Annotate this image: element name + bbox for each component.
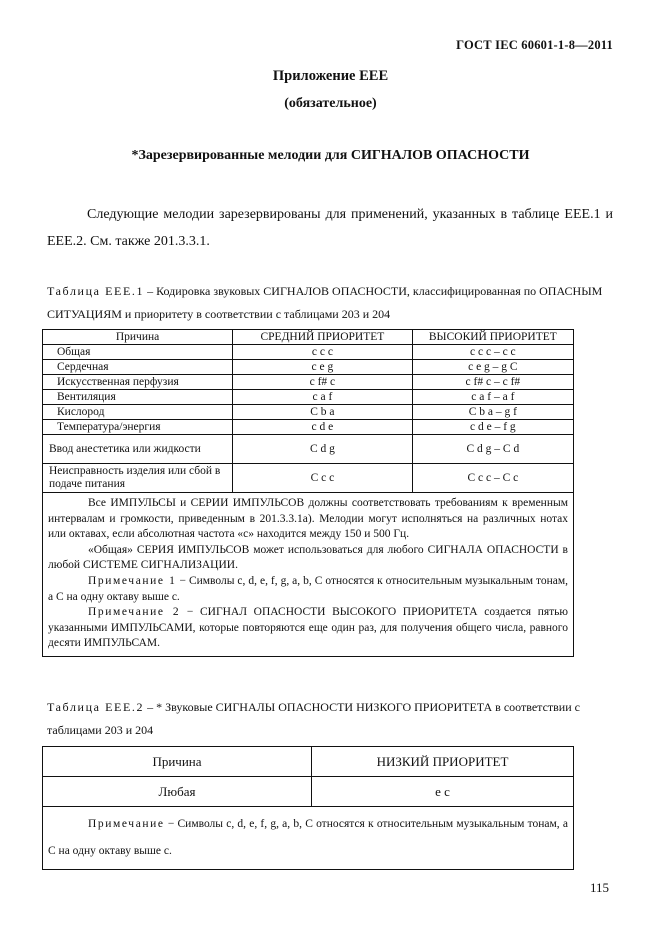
appendix-title: Приложение ЕЕЕ xyxy=(272,68,389,84)
row-cause: Кислород xyxy=(43,405,233,420)
table1-header-high: ВЫСОКИЙ ПРИОРИТЕТ xyxy=(412,330,573,345)
row-cause: Ввод анестетика или жидкости xyxy=(43,435,233,464)
row-cause: Общая xyxy=(43,345,233,360)
note-label: Примечание 1 xyxy=(88,574,177,587)
table2-caption-text: – * Звуковые СИГНАЛЫ ОПАСНОСТИ НИЗКОГО ПРИОРИТЕТА в соответствии с таблицами 203 и 204 xyxy=(47,700,580,737)
row-high: c e g – g C xyxy=(412,360,573,375)
table2-caption-label: Таблица ЕЕЕ.2 xyxy=(47,700,145,714)
table1-notes-row xyxy=(43,493,574,657)
section-title: *Зарезервированные мелодии для СИГНАЛОВ ОПАСНОСТИ xyxy=(131,148,530,163)
table2-caption xyxy=(47,696,613,742)
table1-header-row xyxy=(43,330,574,345)
table-row xyxy=(43,464,574,493)
note-text: − Символы c, d, e, f, g, a, b, C относятся к относительным музыкальным тонам, а С на одну октаву выше с. xyxy=(48,818,568,857)
table1 xyxy=(42,329,574,657)
table-row xyxy=(43,345,574,360)
row-medium: C d g xyxy=(233,435,413,464)
table-row xyxy=(43,390,574,405)
row-high: c a f – a f xyxy=(412,390,573,405)
note-text: − Символы c, d, e, f, g, a, b, C относятся к относительным музыкальным тонам, а С на одну октаву выше с. xyxy=(48,574,569,603)
table1-notes xyxy=(43,493,574,657)
row-medium: c a f xyxy=(233,390,413,405)
intro-paragraph: Следующие мелодии зарезервированы для применений, указанных в таблице ЕЕЕ.1 и ЕЕЕ.2. См. также 201.3.3.1. xyxy=(47,207,613,249)
row-high: c d e – f g xyxy=(412,420,573,435)
note-label: Примечание 2 xyxy=(88,606,181,619)
table-row xyxy=(43,405,574,420)
note-paragraph xyxy=(48,811,568,865)
row-medium: c c c xyxy=(233,345,413,360)
note-paragraph xyxy=(48,574,568,605)
row-cause: Искусственная перфузия xyxy=(43,375,233,390)
page-number: 115 xyxy=(590,880,610,895)
table-row xyxy=(43,777,574,807)
table1-caption-label: Таблица ЕЕЕ.1 xyxy=(47,284,145,298)
table1-caption-text: – Кодировка звуковых СИГНАЛОВ ОПАСНОСТИ, классифицированная по ОПАСНЫМ СИТУАЦИЯМ и приоритету в соответствии с таблицами 203 и 204 xyxy=(47,284,603,321)
row-medium: c d e xyxy=(233,420,413,435)
row-cause: Сердечная xyxy=(43,360,233,375)
table1-header-cause: Причина xyxy=(43,330,233,345)
row-medium: c e g xyxy=(233,360,413,375)
table-row xyxy=(43,375,574,390)
note-paragraph: Все ИМПУЛЬСЫ и СЕРИИ ИМПУЛЬСОВ должны соответствовать требованиям к временным интервалам и громкости, приведенным в 201.3.3.1а). Мелодии могут исполняться на различных нотах или октавах, если абсолютная частота «с» находится между 150 и 500 Гц. xyxy=(48,497,568,541)
standard-header: ГОСТ IEC 60601-1-8—2011 xyxy=(456,38,613,52)
note-paragraph xyxy=(48,605,568,652)
row-cause: Температура/энергия xyxy=(43,420,233,435)
note-paragraph: «Общая» СЕРИЯ ИМПУЛЬСОВ может использоваться для любого СИГНАЛА ОПАСНОСТИ в любой СИСТЕМЕ СИГНАЛИЗАЦИИ. xyxy=(48,543,568,572)
table2-notes xyxy=(43,807,574,870)
appendix-status: (обязательное) xyxy=(284,96,377,111)
table2-notes-row xyxy=(43,807,574,870)
note-label: Примечание xyxy=(88,818,165,830)
note-text: − СИГНАЛ ОПАСНОСТИ ВЫСОКОГО ПРИОРИТЕТА создается пятью указанными ИМПУЛЬСАМИ, которые повторяются еще один раз, для получения общего числа, равного десяти ИМПУЛЬСАМ. xyxy=(48,606,569,650)
row-cause: Вентиляция xyxy=(43,390,233,405)
row-cause: Любая xyxy=(43,777,312,807)
table-row xyxy=(43,360,574,375)
table-row xyxy=(43,420,574,435)
row-high: C b a – g f xyxy=(412,405,573,420)
row-medium: c f# c xyxy=(233,375,413,390)
table1-header-medium: СРЕДНИЙ ПРИОРИТЕТ xyxy=(233,330,413,345)
table-row xyxy=(43,435,574,464)
row-cause: Неисправность изделия или сбой в подаче питания xyxy=(43,464,233,493)
row-high: C c c – C c xyxy=(412,464,573,493)
row-high: C d g – C d xyxy=(412,435,573,464)
table2-header-low: НИЗКИЙ ПРИОРИТЕТ xyxy=(312,747,574,777)
row-medium: C b a xyxy=(233,405,413,420)
row-high: c f# c – c f# xyxy=(412,375,573,390)
table1-caption xyxy=(47,280,613,326)
row-low: e c xyxy=(312,777,574,807)
table2 xyxy=(42,746,574,870)
row-high: c c c – c c xyxy=(412,345,573,360)
table2-header-row xyxy=(43,747,574,777)
table2-header-cause: Причина xyxy=(43,747,312,777)
row-medium: C c c xyxy=(233,464,413,493)
